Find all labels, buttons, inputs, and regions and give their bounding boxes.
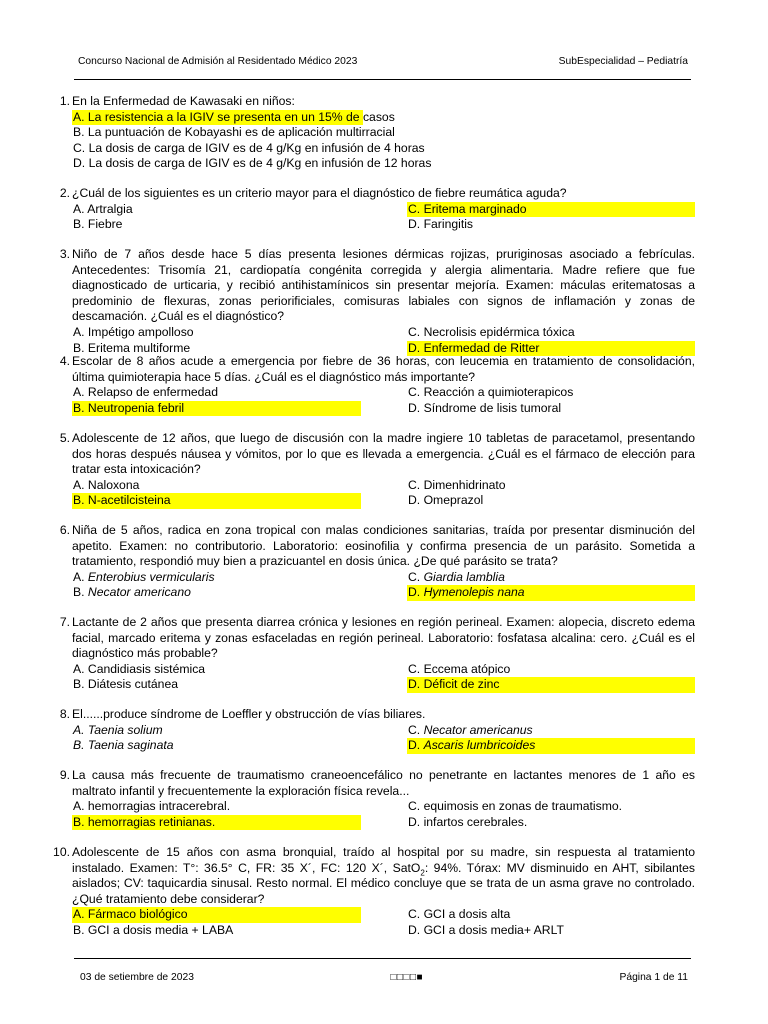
question-number: 6. [59, 523, 70, 537]
option-letter: D. [408, 738, 424, 753]
option-a-highlighted: A. Fármaco biológico [72, 907, 361, 923]
option-b: B. La puntuación de Kobayashi es de aplicación multirracial [73, 125, 395, 140]
option-a: A. Impétigo ampolloso [73, 324, 194, 339]
option-b: B. Diátesis cutánea [73, 677, 179, 692]
question-2 [59, 186, 695, 233]
option-letter: D. [408, 585, 424, 600]
question-stem: ¿Cuál de los siguientes es un criterio mayor para el diagnóstico de fiebre reumática aguda? [72, 186, 567, 200]
page-header [78, 56, 688, 67]
option-text: Enterobius vermicularis [87, 569, 215, 584]
option-d: D. Síndrome de lisis tumoral [408, 400, 562, 415]
question-number: 2. [59, 186, 70, 200]
question-number: 8. [59, 707, 70, 721]
option-d-highlighted [407, 585, 695, 601]
question-5 [59, 431, 695, 509]
question-number: 1. [59, 94, 70, 108]
option-d: D. Faringitis [408, 217, 474, 232]
exam-code: □□□□■ [390, 972, 424, 983]
question-stem: Niño de 7 años desde hace 5 días presenta lesiones dérmicas rojizas, pruriginosas asociado a febrículas. Antecedentes: Trisomía 21, cardiopatía congénita corregida y alergia alimentaria. Madre refiere que fue diagnosticado de urticaria, y recibió antihistamínicos sin presentar mejoría. Examen: máculas eritematosas a predominio de flexuras, zonas periorificiales, comisuras labiales con signos de inflamación y zonas de descamación. ¿Cuál es el diagnóstico? [72, 247, 695, 324]
option-d: D. Omeprazol [408, 493, 484, 508]
options-grid [72, 907, 695, 938]
header-divider [74, 79, 691, 80]
option-a [72, 723, 407, 739]
option-b-highlighted: B. Neutropenia febril [72, 401, 361, 417]
option-b-highlighted: B. N-acetilcisteina [72, 493, 361, 509]
exam-title: Concurso Nacional de Admisión al Residentado Médico 2023 [78, 56, 358, 67]
option-c: C. Dimenhidrinato [408, 477, 506, 492]
option-d-highlighted: D. Enfermedad de Ritter [407, 341, 695, 357]
option-c [407, 570, 695, 586]
stem-part-1: Adolescente de 15 años con asma bronquial, traído al hospital por su madre, sin respuesta al tratamiento instalado. Examen: T°: 36.5° C, FR: 35 X´, FC: 120 X´, SatO [72, 845, 695, 875]
option-a-highlighted: A. La resistencia a la IGIV se presenta en un 15% de casos [73, 109, 395, 124]
question-number: 5. [59, 431, 70, 445]
option-a: A. Relapso de enfermedad [73, 385, 218, 400]
options-grid [72, 723, 695, 754]
exam-date: 03 de setiembre de 2023 [80, 972, 194, 983]
option-c: C. La dosis de carga de IGIV es de 4 g/Kg en infusión de 4 horas [73, 140, 425, 155]
specialty-label: SubEspecialidad – Pediatría [558, 56, 688, 67]
page-footer [80, 972, 688, 983]
option-text: Hymenolepis nana [423, 585, 525, 600]
option-c-highlighted: C. Eritema marginado [407, 202, 695, 218]
option-b [72, 585, 407, 601]
question-stem: Adolescente de 12 años, que luego de discusión con la madre ingiere 10 tabletas de paracetamol, presentando dos horas después náusea y vómitos, por lo que es llevada a emergencia. ¿Cuál es el fármaco de elección para tratar esta intoxicación? [72, 431, 695, 477]
option-text: Ascaris lumbricoides [423, 738, 536, 753]
option-a: A. Candidiasis sistémica [73, 661, 206, 676]
option-c: C. equimosis en zonas de traumatismo. [408, 799, 623, 814]
question-stem: Lactante de 2 años que presenta diarrea crónica y lesiones en región perineal. Examen: alopecia, discreto edema facial, marcado eritema y zonas esfaceladas en región perineal. Laboratorio: fosfatasa alcalina: cero. ¿Cuál es el diagnóstico más probable? [72, 615, 695, 661]
option-b [72, 738, 407, 754]
question-4 [59, 354, 695, 416]
question-stem: El......produce síndrome de Loeffler y obstrucción de vías biliares. [72, 707, 426, 721]
subscript-2: 2 [420, 868, 425, 878]
question-stem: La causa más frecuente de traumatismo craneoencefálico no penetrante en lactantes menores de 1 año es maltrato infantil y frecuentemente la exploración física revela... [72, 768, 695, 798]
option-b-highlighted: B. hemorragias retinianas. [72, 815, 361, 831]
page-number: Página 1 de 11 [619, 972, 688, 983]
option-letter: C. [408, 569, 424, 584]
question-number: 4. [59, 354, 70, 368]
option-a: A. Artralgia [73, 201, 133, 216]
question-3 [59, 247, 695, 356]
stem-part-2: : 94%. Tórax: MV disminuido en AHT, sibilantes aislados; CV: taquicardia sinusal. Resto normal. El médico concluye que se trata de un asma grave no controlado. ¿Qué tratamiento debe considerar? [72, 860, 696, 906]
option-d-highlighted: D. Déficit de zinc [407, 677, 695, 693]
options-grid [72, 662, 695, 693]
question-number: 9. [59, 768, 70, 782]
option-c [407, 723, 695, 739]
question-6 [59, 523, 695, 601]
option-c: C. GCI a dosis alta [408, 907, 511, 922]
question-number: 7. [59, 615, 70, 629]
option-letter: A. [73, 569, 88, 584]
footer-divider [74, 958, 691, 959]
question-stem: Niña de 5 años, radica en zona tropical con malas condiciones sanitarias, traída por presentar disminución del apetito. Examen: no contributorio. Laboratorio: eosinofilia y confirma presencia de un parásito. Sometida a tratamiento, respondió muy bien a prazicuantel en dosis única. ¿De qué parásito se trata? [72, 523, 695, 569]
options-grid [72, 570, 695, 601]
option-a: A. Naloxona [73, 477, 140, 492]
question-number: 10. [53, 845, 70, 859]
question-1 [59, 94, 695, 172]
options-grid [72, 385, 695, 416]
question-8 [59, 707, 695, 754]
question-stem [72, 845, 695, 907]
option-text: Taenia solium [87, 722, 163, 737]
option-d: D. GCI a dosis media+ ARLT [408, 922, 564, 937]
question-9 [59, 768, 695, 830]
question-stem: En la Enfermedad de Kawasaki en niños: [72, 94, 295, 108]
option-text: Necator americano [87, 585, 191, 600]
question-number: 3. [59, 247, 70, 261]
option-letter: B. [73, 738, 88, 753]
option-letter: C. [408, 722, 424, 737]
option-c: C. Eccema atópico [408, 661, 511, 676]
options-grid [72, 202, 695, 233]
option-b: B. Eritema multiforme [73, 340, 191, 355]
option-text: Giardia lamblia [423, 569, 505, 584]
option-a: A. hemorragias intracerebral. [73, 799, 231, 814]
option-text: Taenia saginata [87, 738, 174, 753]
option-b: B. Fiebre [73, 217, 123, 232]
question-stem: Escolar de 8 años acude a emergencia por fiebre de 36 horas, con leucemia en tratamiento de consolidación, última quimioterapia hace 5 días. ¿Cuál es el diagnóstico más importante? [72, 354, 695, 384]
question-10 [53, 845, 696, 939]
option-d-highlighted [407, 738, 695, 754]
option-d: D. infartos cerebrales. [408, 814, 528, 829]
option-c: C. Necrolisis epidérmica tóxica [408, 324, 575, 339]
option-c: C. Reacción a quimioterapicos [408, 385, 574, 400]
option-letter: B. [73, 585, 88, 600]
option-b: B. GCI a dosis media + LABA [73, 922, 234, 937]
question-7 [59, 615, 695, 693]
option-letter: A. [73, 722, 88, 737]
options-grid [72, 799, 695, 830]
option-a [72, 570, 407, 586]
options-grid [72, 325, 695, 356]
options-grid [72, 478, 695, 509]
option-text: Necator americanus [423, 722, 533, 737]
option-d: D. La dosis de carga de IGIV es de 4 g/Kg en infusión de 12 horas [73, 156, 432, 171]
